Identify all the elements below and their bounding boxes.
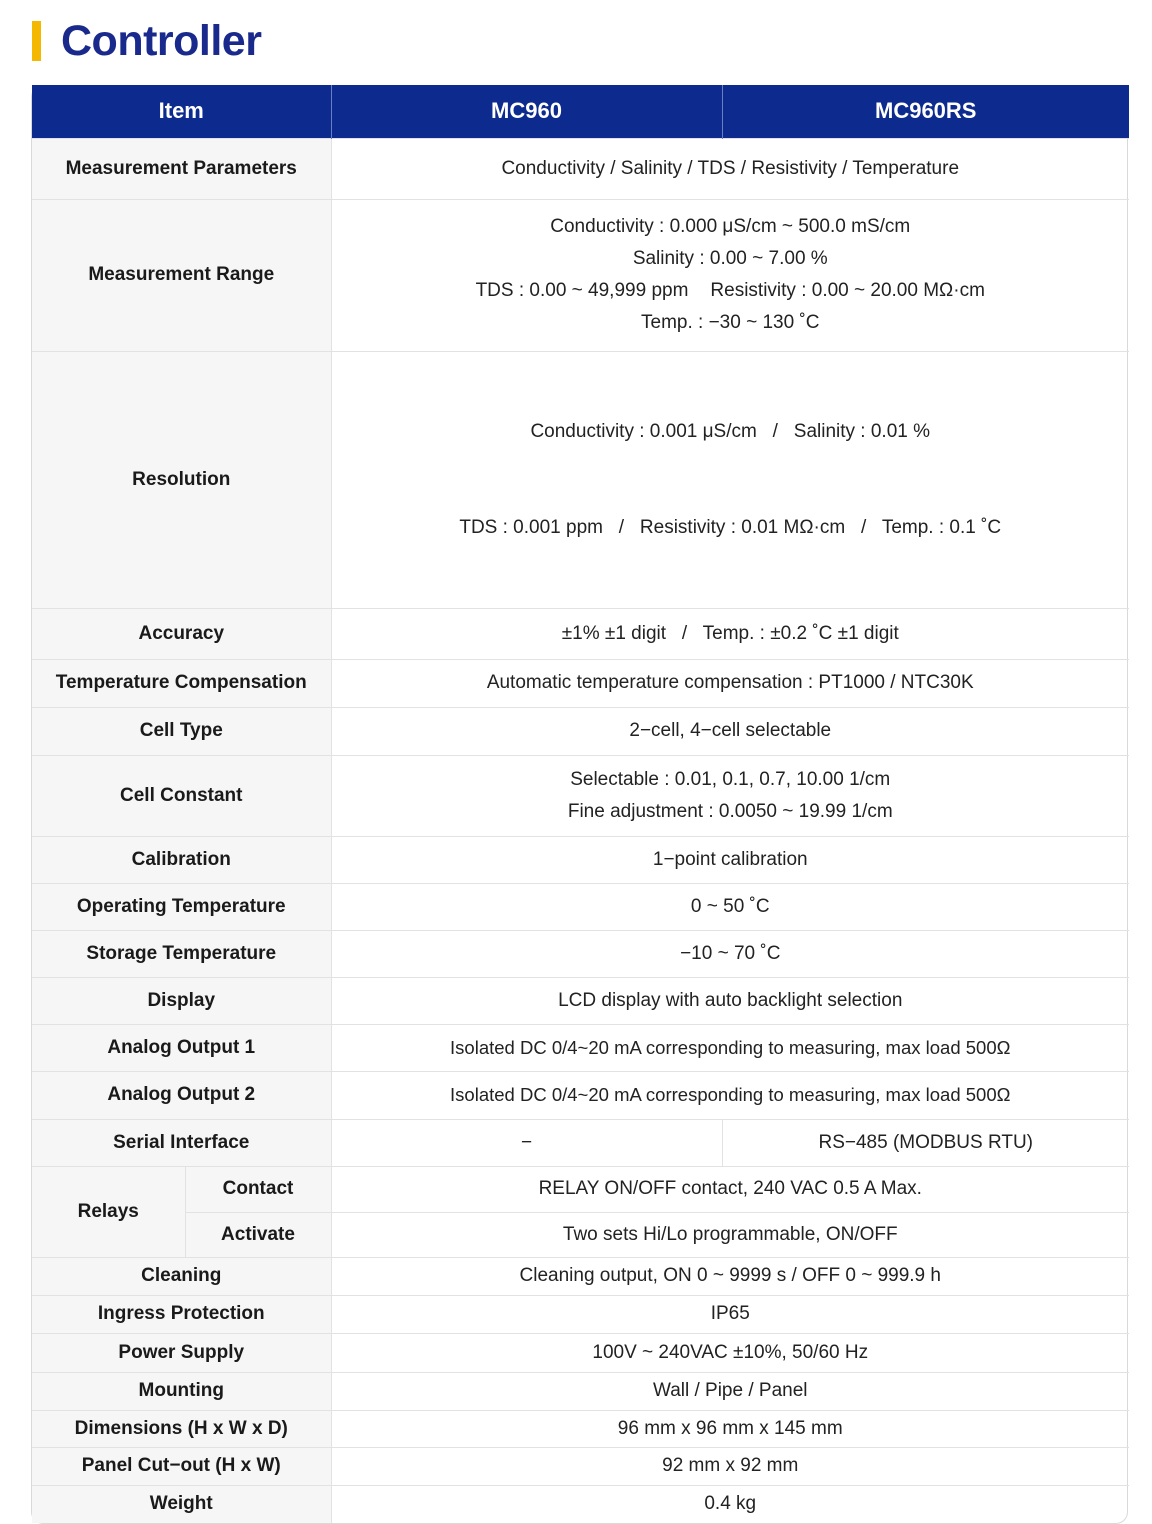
range-line-1: Conductivity : 0.000 μS/cm ~ 500.0 mS/cm — [550, 216, 911, 237]
row-value: Wall / Pipe / Panel — [331, 1372, 1129, 1410]
table-row — [32, 1024, 1129, 1071]
row-label: Mounting — [32, 1372, 331, 1410]
row-value: ±1% ±1 digit / Temp. : ±0.2 ˚C ±1 digit — [331, 608, 1129, 659]
table-row — [32, 1212, 1129, 1257]
row-label: Measurement Parameters — [32, 138, 331, 199]
row-value: Isolated DC 0/4~20 mA corresponding to measuring, max load 500Ω — [331, 1071, 1129, 1119]
row-label: Accuracy — [32, 608, 331, 659]
row-label: Analog Output 1 — [32, 1024, 331, 1071]
table-row — [32, 1410, 1129, 1447]
table-row — [32, 1166, 1129, 1212]
row-sublabel-contact: Contact — [185, 1166, 331, 1212]
table-row — [32, 930, 1129, 977]
table-row — [32, 659, 1129, 707]
table-row — [32, 836, 1129, 883]
row-label-relays: Relays — [32, 1166, 185, 1257]
row-label: Dimensions (H x W x D) — [32, 1410, 331, 1447]
table-row — [32, 608, 1129, 659]
row-value-mc960rs: RS−485 (MODBUS RTU) — [722, 1119, 1129, 1166]
row-value: IP65 — [331, 1295, 1129, 1333]
header-item: Item — [32, 85, 331, 138]
header-mc960rs: MC960RS — [722, 85, 1129, 138]
row-value: Automatic temperature compensation : PT1000 / NTC30K — [331, 659, 1129, 707]
range-line-3 — [338, 275, 1124, 307]
row-label: Panel Cut−out (H x W) — [32, 1447, 331, 1485]
accent-bar — [32, 21, 41, 61]
row-value — [331, 755, 1129, 836]
row-sublabel-activate: Activate — [185, 1212, 331, 1257]
cell-constant-line-1: Selectable : 0.01, 0.1, 0.7, 10.00 1/cm — [570, 768, 891, 790]
row-label: Resolution — [32, 351, 331, 608]
row-value: 1−point calibration — [331, 836, 1129, 883]
table-row — [32, 883, 1129, 930]
row-value: −10 ~ 70 ˚C — [331, 930, 1129, 977]
row-label: Analog Output 2 — [32, 1071, 331, 1119]
range-line-3b: Resistivity : 0.00 ~ 20.00 MΩ·cm — [710, 280, 985, 301]
row-value: 96 mm x 96 mm x 145 mm — [331, 1410, 1129, 1447]
table-row — [32, 977, 1129, 1024]
row-label: Calibration — [32, 836, 331, 883]
row-label: Storage Temperature — [32, 930, 331, 977]
row-value: Two sets Hi/Lo programmable, ON/OFF — [331, 1212, 1129, 1257]
row-label: Operating Temperature — [32, 883, 331, 930]
row-label: Serial Interface — [32, 1119, 331, 1166]
row-label: Power Supply — [32, 1333, 331, 1372]
range-line-2: Salinity : 0.00 ~ 7.00 % — [632, 248, 828, 269]
row-label: Weight — [32, 1485, 331, 1523]
row-value: 0 ~ 50 ˚C — [331, 883, 1129, 930]
table-row — [32, 1119, 1129, 1166]
row-label: Display — [32, 977, 331, 1024]
row-label: Temperature Compensation — [32, 659, 331, 707]
row-label: Cleaning — [32, 1257, 331, 1295]
table-row — [32, 1333, 1129, 1372]
row-value: 100V ~ 240VAC ±10%, 50/60 Hz — [331, 1333, 1129, 1372]
row-label: Cell Constant — [32, 755, 331, 836]
row-value: 0.4 kg — [331, 1485, 1129, 1523]
row-label: Measurement Range — [32, 199, 331, 351]
table-row — [32, 1295, 1129, 1333]
row-value: Cleaning output, ON 0 ~ 9999 s / OFF 0 ~ 999.9 h — [331, 1257, 1129, 1295]
table-row — [32, 199, 1129, 351]
spec-table-container — [31, 85, 1128, 1524]
table-row — [32, 1071, 1129, 1119]
row-value-mc960: − — [331, 1119, 722, 1166]
header-mc960: MC960 — [331, 85, 722, 138]
row-value — [331, 351, 1129, 608]
table-row — [32, 1372, 1129, 1410]
section-header — [32, 16, 261, 66]
row-value: 92 mm x 92 mm — [331, 1447, 1129, 1485]
spec-table — [32, 85, 1129, 1523]
range-line-4: Temp. : −30 ~ 130 ˚C — [641, 312, 820, 333]
row-label: Cell Type — [32, 707, 331, 755]
table-row — [32, 707, 1129, 755]
row-value: Isolated DC 0/4~20 mA corresponding to measuring, max load 500Ω — [331, 1024, 1129, 1071]
row-value: RELAY ON/OFF contact, 240 VAC 0.5 A Max. — [331, 1166, 1129, 1212]
table-row — [32, 1485, 1129, 1523]
table-header-row — [32, 85, 1129, 138]
row-value — [331, 199, 1129, 351]
row-value: 2−cell, 4−cell selectable — [331, 707, 1129, 755]
row-value: Conductivity / Salinity / TDS / Resistivity / Temperature — [331, 138, 1129, 199]
row-label: Ingress Protection — [32, 1295, 331, 1333]
cell-constant-line-2: Fine adjustment : 0.0050 ~ 19.99 1/cm — [567, 800, 893, 822]
table-row — [32, 1447, 1129, 1485]
row-value: LCD display with auto backlight selection — [331, 977, 1129, 1024]
table-row — [32, 351, 1129, 608]
table-row — [32, 1257, 1129, 1295]
table-row — [32, 755, 1129, 836]
range-line-3a: TDS : 0.00 ~ 49,999 ppm — [475, 280, 689, 301]
resolution-line-1: Conductivity : 0.001 μS/cm / Salinity : 0.01 % — [530, 420, 931, 442]
page-title: Controller — [61, 16, 262, 65]
table-row — [32, 138, 1129, 199]
resolution-line-2: TDS : 0.001 ppm / Resistivity : 0.01 MΩ·cm / Temp. : 0.1 ˚C — [459, 516, 1002, 538]
